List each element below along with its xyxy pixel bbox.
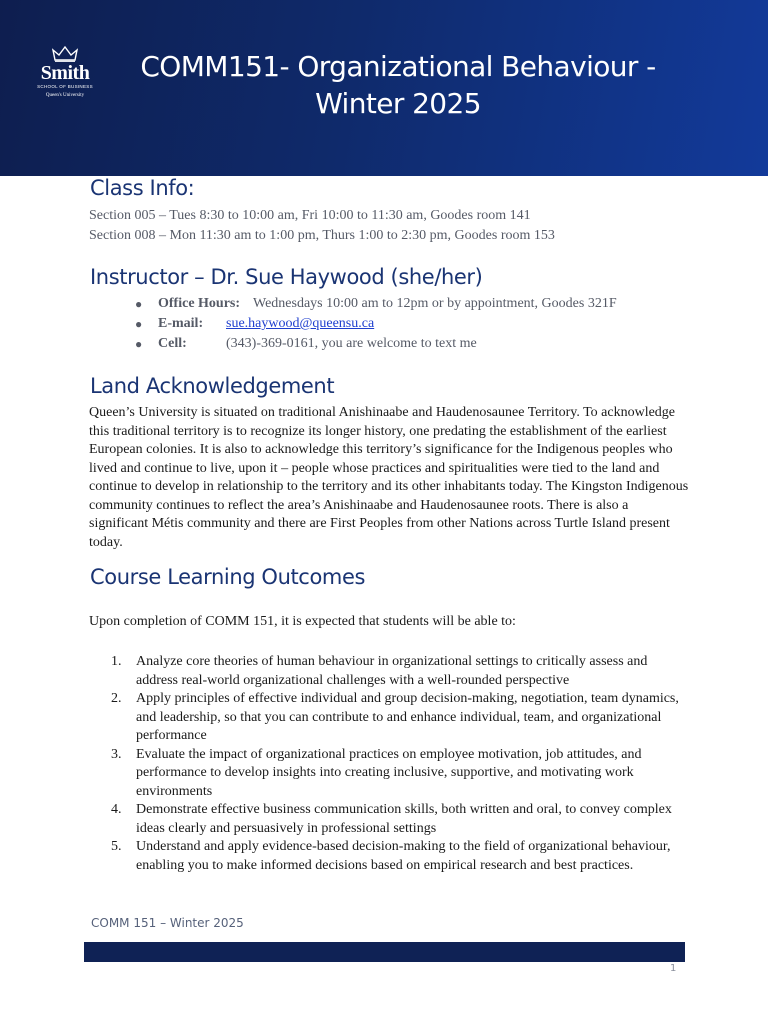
footer-course-label: COMM 151 – Winter 2025 <box>91 916 244 930</box>
email-link[interactable]: sue.haywood@queensu.ca <box>226 316 375 331</box>
land-acknowledgement-text: Queen’s University is situated on traditional Anishinaabe and Haudenosaunee Territory. To acknowledge this traditional territory is to recognize its longer history, one predating the establishment of the earliest European colonies. It is also to acknowledge this territory’s significance for the Indigenous peoples who lived and continue to live, upon it – people whose practices and spiritualities were tied to the land and continue to develop in relationship to the territory and its other inhabitants today. The Kingston Indigenous community continues to reflect the area’s Anishinaabe and Haudenosaunee roots. There is also a significant Métis community and there are First Peoples from other Nations across Turtle Island present today. <box>89 405 689 550</box>
outcome-item <box>111 653 684 690</box>
instructor-heading: Instructor – Dr. Sue Haywood (she/her) <box>90 265 483 289</box>
logo-wordmark: Smith <box>40 62 90 84</box>
outcome-item <box>111 746 684 802</box>
logo-university: Queen's University <box>45 93 85 98</box>
class-info-heading: Class Info: <box>90 176 195 200</box>
bullet-icon: ● <box>135 297 143 311</box>
smith-logo <box>34 46 96 118</box>
bullet-icon: ● <box>135 337 143 351</box>
outcome-number: 1. <box>111 654 122 669</box>
logo-subtitle: SCHOOL OF BUSINESS <box>37 84 93 89</box>
outcome-text: Apply principles of effective individual and group decision-making, negotiation, team dynamics, and leadership, so that you can contribute to and enhance individual, team, and organizational performance <box>136 691 679 743</box>
page-number: 1 <box>670 963 677 974</box>
cell-label: Cell: <box>158 336 187 351</box>
section-005-line: Section 005 – Tues 8:30 to 10:00 am, Fri 10:00 to 11:30 am, Goodes room 141 <box>89 208 531 223</box>
outcome-item <box>111 838 684 875</box>
email-label: E-mail: <box>158 316 204 331</box>
outcome-text: Evaluate the impact of organizational practices on employee motivation, job attitudes, and performance to develop insights into creating inclusive, supportive, and motivating work environments <box>136 746 642 799</box>
outcome-text: Demonstrate effective business communication skills, both written and oral, to convey complex ideas clearly and persuasively in professional settings <box>136 802 672 836</box>
outcome-number: 3. <box>111 746 122 762</box>
outcome-number: 5. <box>111 839 122 854</box>
outcome-item <box>111 801 684 838</box>
outcomes-list <box>111 653 684 875</box>
bullet-icon: ● <box>135 317 143 331</box>
office-hours-value: Wednesdays 10:00 am to 12pm or by appointment, Goodes 321F <box>253 296 617 311</box>
outcome-number: 4. <box>111 802 122 817</box>
learning-outcomes-heading: Course Learning Outcomes <box>90 565 366 589</box>
document-title: COMM151- Organizational Behaviour - Winter 2025 <box>140 50 656 120</box>
land-acknowledgement-heading: Land Acknowledgement <box>90 374 335 398</box>
page-header <box>0 0 768 176</box>
outcome-item <box>111 690 684 746</box>
outcomes-intro: Upon completion of COMM 151, it is expected that students will be able to: <box>89 614 516 629</box>
outcome-number: 2. <box>111 691 122 706</box>
section-008-line: Section 008 – Mon 11:30 am to 1:00 pm, Thurs 1:00 to 2:30 pm, Goodes room 153 <box>89 228 555 243</box>
footer-bar <box>84 942 685 962</box>
outcome-text: Analyze core theories of human behaviour in organizational settings to critically assess and address real-world organizational challenges with a well-rounded perspective <box>136 654 648 688</box>
cell-value: (343)-369-0161, you are welcome to text me <box>226 336 477 351</box>
crown-icon <box>52 46 78 62</box>
office-hours-label: Office Hours: <box>158 296 241 311</box>
outcome-text: Understand and apply evidence-based decision-making to the field of organizational behaviour, enabling you to make informed decisions based on empirical research and best practices. <box>136 839 671 873</box>
